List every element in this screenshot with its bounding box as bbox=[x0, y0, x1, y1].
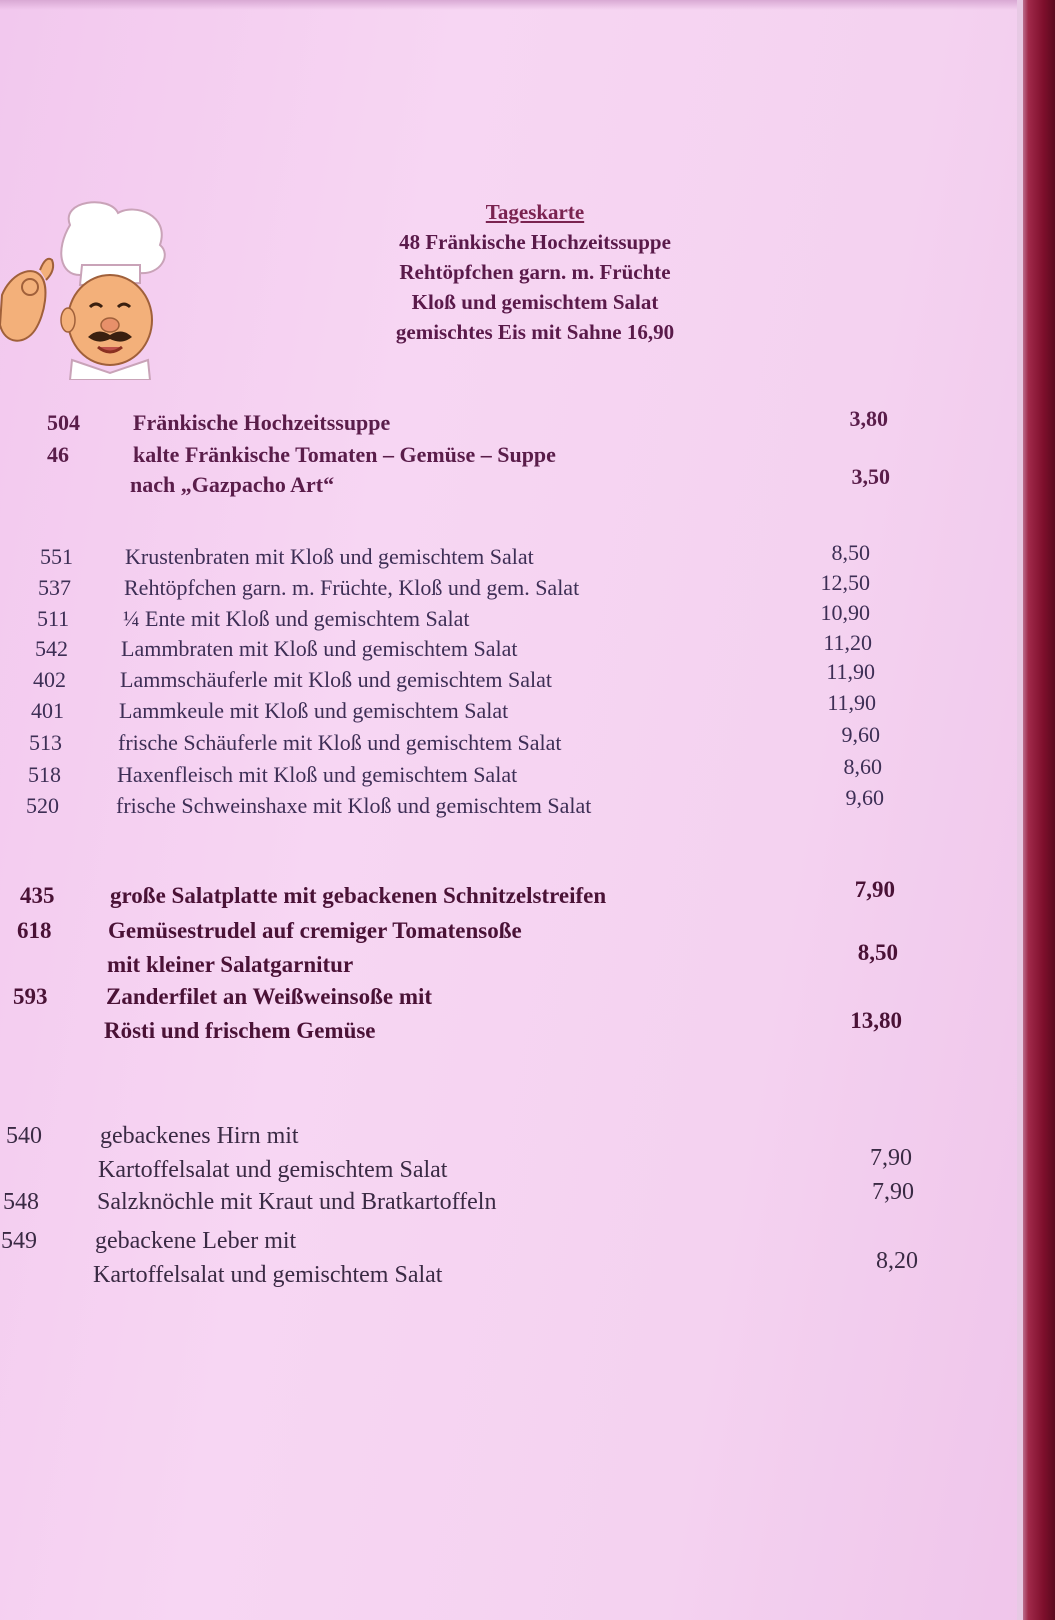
page-top-edge bbox=[0, 0, 1017, 10]
item-price: 9,60 bbox=[845, 785, 884, 810]
item-number: 540 bbox=[6, 1123, 42, 1149]
daily-menu-header bbox=[300, 200, 770, 347]
header-line: gemischtes Eis mit Sahne 16,90 bbox=[395, 320, 675, 344]
item-name: gebackenes Hirn mit bbox=[100, 1123, 299, 1149]
item-number: 520 bbox=[26, 793, 59, 818]
item-price: 12,50 bbox=[820, 570, 870, 595]
item-number: 537 bbox=[38, 575, 71, 600]
item-price: 8,50 bbox=[857, 940, 898, 965]
item-name: Lammschäuferle mit Kloß und gemischtem Salat bbox=[120, 667, 552, 692]
item-name-continued: Kartoffelsalat und gemischtem Salat bbox=[98, 1157, 448, 1183]
item-name: Lammkeule mit Kloß und gemischtem Salat bbox=[119, 698, 509, 723]
item-name: Lammbraten mit Kloß und gemischtem Salat bbox=[121, 636, 518, 661]
item-number: 46 bbox=[47, 442, 69, 467]
item-price: 9,60 bbox=[841, 722, 880, 747]
item-number: 618 bbox=[17, 918, 52, 943]
item-name: Fränkische Hochzeitssuppe bbox=[133, 410, 391, 435]
chef-illustration bbox=[0, 195, 185, 380]
header-line: Rehtöpfchen garn. m. Früchte bbox=[399, 260, 671, 284]
header-line: 48 Fränkische Hochzeitssuppe bbox=[399, 230, 671, 254]
item-name: ¼ Ente mit Kloß und gemischtem Salat bbox=[123, 606, 470, 631]
item-price: 3,50 bbox=[851, 464, 890, 489]
item-name-continued: Kartoffelsalat und gemischtem Salat bbox=[93, 1262, 443, 1288]
item-price: 8,60 bbox=[843, 754, 882, 779]
header-line: Kloß und gemischtem Salat bbox=[411, 290, 659, 314]
item-number: 593 bbox=[13, 984, 48, 1009]
item-price: 7,90 bbox=[854, 877, 895, 902]
item-number: 549 bbox=[1, 1228, 37, 1254]
item-price: 7,90 bbox=[870, 1145, 912, 1171]
item-price: 8,20 bbox=[876, 1248, 918, 1274]
item-price: 3,80 bbox=[849, 406, 888, 431]
item-name-continued: Rösti und frischem Gemüse bbox=[104, 1018, 376, 1043]
item-number: 518 bbox=[28, 762, 61, 787]
item-number: 401 bbox=[31, 698, 64, 723]
item-name: gebackene Leber mit bbox=[95, 1228, 297, 1254]
item-name: Haxenfleisch mit Kloß und gemischtem Salat bbox=[117, 762, 518, 787]
item-number: 551 bbox=[40, 544, 73, 569]
item-number: 402 bbox=[33, 667, 66, 692]
item-price: 11,90 bbox=[827, 690, 876, 715]
item-name: Zanderfilet an Weißweinsoße mit bbox=[106, 984, 433, 1009]
item-price: 11,90 bbox=[826, 659, 875, 684]
item-number: 548 bbox=[3, 1189, 39, 1215]
item-price: 11,20 bbox=[823, 630, 872, 655]
item-name: Salzknöchle mit Kraut und Bratkartoffeln bbox=[97, 1189, 497, 1215]
menu-title: Tageskarte bbox=[485, 200, 585, 224]
item-name: kalte Fränkische Tomaten – Gemüse – Suppe bbox=[133, 442, 556, 467]
item-price: 10,90 bbox=[820, 600, 870, 625]
item-name: Gemüsestrudel auf cremiger Tomatensoße bbox=[108, 918, 522, 943]
menu-binder-edge bbox=[1017, 0, 1055, 1620]
item-name-continued: nach „Gazpacho Art“ bbox=[130, 472, 335, 497]
item-name: Krustenbraten mit Kloß und gemischtem Salat bbox=[125, 544, 534, 569]
item-number: 435 bbox=[20, 883, 55, 908]
item-price: 8,50 bbox=[831, 540, 870, 565]
item-number: 542 bbox=[35, 636, 68, 661]
item-number: 513 bbox=[29, 730, 62, 755]
item-name: Rehtöpfchen garn. m. Früchte, Kloß und gem. Salat bbox=[124, 575, 580, 600]
item-name: frische Schweinshaxe mit Kloß und gemischtem Salat bbox=[116, 793, 592, 818]
item-name: frische Schäuferle mit Kloß und gemischtem Salat bbox=[118, 730, 562, 755]
item-name: große Salatplatte mit gebackenen Schnitzelstreifen bbox=[110, 883, 607, 908]
item-number: 511 bbox=[37, 606, 70, 631]
item-name-continued: mit kleiner Salatgarnitur bbox=[107, 952, 354, 977]
item-price: 7,90 bbox=[872, 1179, 914, 1205]
item-price: 13,80 bbox=[850, 1008, 902, 1033]
item-number: 504 bbox=[47, 410, 80, 435]
